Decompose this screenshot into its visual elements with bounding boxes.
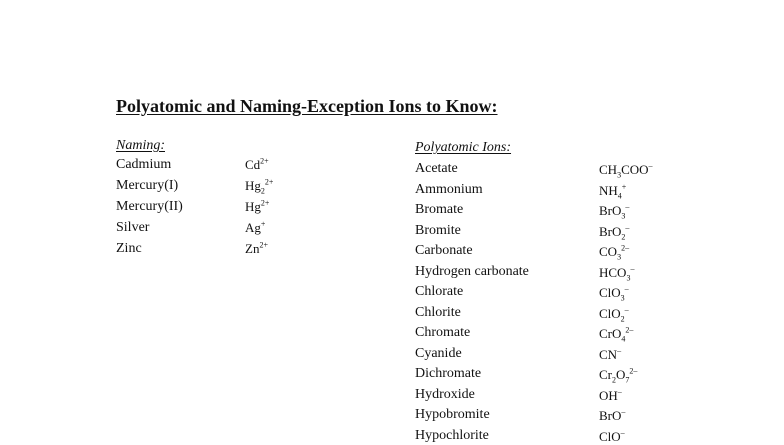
polyatomic-ion-name: Chlorate bbox=[415, 284, 464, 299]
polyatomic-ion-name: Hydroxide bbox=[415, 387, 475, 402]
polyatomic-ion-formula: $HCO_3^-$ bbox=[599, 264, 635, 283]
polyatomic-ion-formula: ClO$_2$– bbox=[599, 305, 629, 324]
naming-ion-symbol: $Zn^{2+}$ bbox=[245, 240, 268, 256]
polyatomic-ion-name: Carbonate bbox=[415, 243, 473, 258]
polyatomic-ion-formula: $NH_4^+$ bbox=[599, 182, 627, 201]
polyatomic-ion-formula: OH– bbox=[599, 387, 622, 403]
polyatomic-ion-name: Chromate bbox=[415, 325, 471, 340]
polyatomic-ion-name: Chlorite bbox=[415, 305, 461, 320]
polyatomic-ion-formula: BrO$_2$– bbox=[599, 223, 630, 242]
polyatomic-ion-formula: $CO_3^{2-}$ bbox=[599, 243, 630, 262]
naming-ion-name: Cadmium bbox=[116, 157, 172, 172]
polyatomic-ion-formula: ClO– bbox=[599, 428, 625, 444]
polyatomic-ion-formula: BrO$_3$– bbox=[599, 202, 630, 221]
polyatomic-ion-formula: CN– bbox=[599, 346, 622, 362]
naming-ion-name: Mercury(I) bbox=[116, 178, 179, 193]
naming-ion-symbol: $Cd^{2+}$ bbox=[245, 156, 269, 172]
naming-ion-symbol: $Hg^{2+}$ bbox=[245, 198, 270, 214]
polyatomic-ion-formula: CrO$_4^{2-}$ bbox=[599, 325, 634, 344]
naming-ion-symbol: Ag+ bbox=[245, 219, 266, 235]
naming-ion-name: Mercury(II) bbox=[116, 199, 183, 214]
naming-ion-name: Zinc bbox=[116, 241, 142, 256]
polyatomic-ion-formula: ClO$_3$– bbox=[599, 284, 629, 303]
polyatomic-ion-name: Ammonium bbox=[415, 182, 483, 197]
polyatomic-ion-formula: $Cr_2O_7^{2-}$ bbox=[599, 366, 638, 385]
polyatomic-ion-name: Hypobromite bbox=[415, 407, 490, 422]
polyatomic-ion-name: Hypochlorite bbox=[415, 428, 489, 443]
polyatomic-heading: Polyatomic Ions: bbox=[415, 140, 512, 155]
polyatomic-ion-name: Dichromate bbox=[415, 366, 482, 381]
polyatomic-ion-name: Cyanide bbox=[415, 346, 462, 361]
polyatomic-ion-formula: BrO– bbox=[599, 407, 626, 423]
polyatomic-ion-formula: $CH_3COO^-$ bbox=[599, 161, 653, 180]
page-title: Polyatomic and Naming-Exception Ions to Know: bbox=[116, 96, 498, 116]
naming-ion-symbol: $Hg_2^{2+}$ bbox=[245, 177, 274, 196]
polyatomic-ion-name: Bromite bbox=[415, 223, 461, 238]
polyatomic-ion-name: Acetate bbox=[415, 161, 458, 176]
polyatomic-ion-name: Bromate bbox=[415, 202, 464, 217]
naming-heading: Naming: bbox=[116, 138, 165, 153]
polyatomic-ion-name: Hydrogen carbonate bbox=[415, 264, 529, 279]
naming-ion-name: Silver bbox=[116, 220, 150, 235]
